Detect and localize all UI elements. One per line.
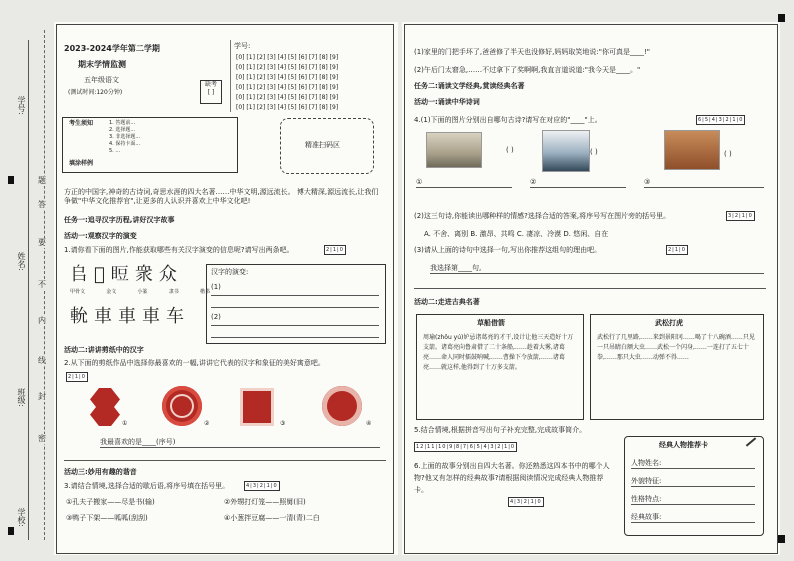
question-4-2: (2)这三句诗,你能读出哪种样的情感?选择合适的答案,将序号写在图片旁的括号里。	[414, 212, 671, 220]
poem-image-1	[426, 132, 482, 168]
story-card-wusong	[590, 314, 764, 420]
poem-blank[interactable]: ②	[530, 178, 626, 188]
id-row: [0] [1] [2] [3] [4] [5] [6] [7] [8] [9]	[236, 64, 339, 71]
seal-number: ①	[122, 420, 128, 427]
poem-image-2	[542, 130, 590, 172]
mark-example-label: 填涂样例	[69, 160, 94, 167]
activity2-title: 活动二:讲讲剪纸中的汉字	[64, 346, 144, 354]
card-field-appearance[interactable]: 外貌特征:	[631, 477, 755, 487]
score-box-q1[interactable]: 2|1|0	[326, 247, 344, 253]
q1-box-title: 汉字的演变:	[211, 268, 249, 276]
note-item: 4. 保持卡面...	[109, 141, 141, 147]
id-row: [0] [1] [2] [3] [4] [5] [6] [7] [8] [9]	[236, 54, 339, 61]
papercut-seals	[90, 384, 380, 434]
glyph-captions	[70, 288, 210, 296]
seal-char: 答	[38, 200, 46, 209]
note-item: 3. 非选择题...	[109, 134, 141, 140]
glyph-row-che	[70, 306, 184, 328]
question-1: 1.请你看下面的图片,作能获取哪些有关汉字演变的信息呢?请写出两条吧。	[64, 246, 294, 254]
card-field-story[interactable]: 经典故事:	[631, 513, 755, 523]
score-box-q4-2[interactable]: 3|2|1|0	[728, 213, 753, 219]
glyph: 众	[158, 264, 177, 285]
divider	[230, 40, 231, 112]
registration-mark	[8, 527, 14, 535]
id-label: 学号:	[234, 42, 251, 50]
term-title: 2023-2024学年第二学期	[64, 44, 160, 53]
registration-mark	[778, 14, 785, 22]
question-3: 3.请结合情境,选择合适的歇后语,将序号填在括号里。	[64, 482, 230, 490]
class-label: 班级:	[17, 388, 26, 407]
q3-option: ②外甥打灯笼——照舅(旧)	[224, 498, 306, 506]
score-box-q4-3[interactable]: 2|1|0	[668, 247, 686, 253]
story-text: 武松行了几里路,……来到景阳冈……喝了十八碗酒……只见一只吊睛白额大虫……武松一个闪身,……一连打了五七十拳,……那只大虫……动弹不得……	[597, 334, 755, 361]
notes-box	[62, 117, 238, 173]
card-field-personality[interactable]: 性格特点:	[631, 495, 755, 505]
registration-mark	[778, 535, 785, 543]
q4-3-answer[interactable]: 我选择第____句,	[430, 264, 764, 274]
registration-mark	[8, 176, 14, 184]
notes-label: 考生须知	[69, 120, 94, 127]
note-item: 2. 选择题...	[109, 127, 136, 133]
pen-icon	[746, 437, 756, 446]
score-box-q5[interactable]: 12|11|10|9|8|7|6|5|4|3|2|1|0	[416, 444, 516, 450]
story-title: 草船借箭	[477, 319, 505, 327]
question-5: 5.结合情境,根据拼音写出句子补充完整,完成故事简介。	[414, 426, 587, 434]
notes-list	[109, 120, 140, 155]
seal-number: ③	[280, 420, 286, 427]
task1-title: 任务一:追寻汉字历程,讲好汉字故事	[64, 216, 175, 224]
glyph: 车	[166, 306, 184, 327]
poem-image-2-paren[interactable]: ( )	[590, 148, 598, 156]
activity1-title: 活动一:观察汉字的演变	[64, 232, 137, 240]
glyph: 𨋍	[70, 306, 88, 327]
glyph: 衆	[134, 264, 153, 285]
binding-margin	[0, 0, 52, 561]
answer-line[interactable]	[211, 297, 379, 308]
poem-blank[interactable]: ③	[644, 178, 764, 188]
activity3-title: 活动三:妙用有趣的谐音	[64, 468, 137, 476]
score-box-q6[interactable]: 4|3|2|1|0	[510, 499, 542, 505]
seal-char: 要	[38, 238, 46, 247]
exam-title: 期末学情监测	[78, 60, 126, 69]
poem-blank[interactable]: ①	[416, 178, 512, 188]
seal-char: 不	[38, 280, 46, 289]
character-card	[624, 436, 764, 536]
student-id-label: 学号:	[17, 96, 26, 115]
poem-image-3	[664, 130, 720, 170]
right-page	[402, 22, 780, 555]
glyph-row-zhong	[70, 264, 177, 286]
story-card-caochuan	[416, 314, 584, 420]
glyph-caption: 金文	[106, 289, 117, 295]
task2-title: 任务二:诵读文学经典,赏读经典名著	[414, 82, 525, 90]
poem-image-3-paren[interactable]: ( )	[724, 150, 732, 158]
question-6: 6.上面的故事分别出自四大名著。你还熟悉这四本书中的哪个人物?他又有怎样的经典故事?请根据阅读情况完成经典人物推荐卡。	[414, 462, 610, 494]
intro-line: 方正的中国字,神奇的古诗词,奇思水涯的四大名著……中华文明,源远流长。	[64, 188, 297, 196]
answer-line[interactable]	[64, 450, 386, 461]
glyph: 車	[142, 306, 160, 327]
intro-text	[64, 188, 382, 206]
absent-box[interactable]	[200, 80, 222, 104]
id-row: [0] [1] [2] [3] [4] [5] [6] [7] [8] [9]	[236, 94, 339, 101]
seal-char: 封	[38, 392, 46, 401]
answer-line[interactable]	[414, 278, 766, 289]
seal-char: 密	[38, 434, 46, 443]
glyph: 車	[94, 306, 112, 327]
card-field-name[interactable]: 人物姓名:	[631, 459, 755, 469]
absent-label: 缺考	[204, 81, 217, 88]
note-item: 5. ...	[109, 148, 121, 154]
question-4-3: (3)请从上面的诗句中选择一句,写出你推荐这组句的理由吧。	[414, 246, 602, 254]
card-title: 经典人物推荐卡	[659, 441, 708, 449]
seal-char: 题	[38, 176, 46, 185]
binding-underline	[28, 40, 29, 540]
glyph-caption: 小篆	[137, 289, 148, 295]
story-text: 周瑜(zhōu yú)妒忌诸葛亮的才干,设计让他三天造好十万支箭。诸葛亮向鲁肃借了二十条船,……趁着大雾,诸葛亮……命人同时擂鼓呐喊,……曹操下令放箭,……诸葛亮……就这样,他得到了十万多支箭。	[423, 334, 574, 371]
note-item: 1. 答题前...	[109, 120, 136, 126]
question-4: 4.(1)下面的图片分别出自哪句古诗?请写在对应的"____"上。	[414, 116, 602, 124]
id-row: [0] [1] [2] [3] [4] [5] [6] [7] [8] [9]	[236, 104, 339, 111]
id-row: [0] [1] [2] [3] [4] [5] [6] [7] [8] [9]	[236, 84, 339, 91]
seal-number: ②	[204, 420, 210, 427]
name-label: 姓名:	[17, 252, 26, 271]
papercut-round-icon	[162, 386, 202, 426]
intro-line: 博大精深,源远流长,让我们争做"中华文化推荐官",让更多的人认识并喜欢上中华文化吧!	[64, 188, 379, 205]
q1-answer-box[interactable]	[206, 264, 386, 344]
papercut-shou-icon	[90, 388, 120, 426]
poem-image-1-paren[interactable]: ( )	[506, 146, 514, 154]
q3-option: ①孔夫子搬家——尽是书(输)	[66, 498, 155, 506]
glyph: 𥆖	[110, 264, 129, 285]
answer-line[interactable]: (2)	[211, 313, 379, 326]
exam-time: (测试时间:120分钟)	[68, 89, 123, 96]
answer-line[interactable]: (1)	[211, 283, 379, 296]
answer-line[interactable]	[211, 327, 379, 338]
glyph-caption: 隶书	[168, 289, 179, 295]
school-label: 学校:	[17, 508, 26, 527]
id-row: [0] [1] [2] [3] [4] [5] [6] [7] [8] [9]	[236, 74, 339, 81]
question-2: 2.从下面的剪纸作品中选择你最喜欢的一幅,讲讲它代表的汉字和象征的美好寓意吧。	[64, 359, 325, 367]
seal-char: 内	[38, 316, 46, 325]
glyph: 𠂤	[70, 264, 88, 285]
papercut-flower-icon	[322, 386, 362, 426]
qr-scan-area	[280, 118, 374, 174]
q4-2-options: A. 不舍、离别 B. 激昂、共鸣 C. 凄凉、冷漠 D. 悠闲、自在	[424, 230, 609, 238]
seal-char: 线	[38, 356, 46, 365]
activity2-title-right: 活动二:走进古典名著	[414, 298, 480, 306]
qr-area-label: 精准扫码区	[305, 141, 340, 149]
score-box-q4[interactable]: 6|5|4|3|2|1|0	[698, 117, 744, 123]
score-box-q2[interactable]: 2|1|0	[68, 374, 86, 380]
seal-number: ④	[366, 420, 372, 427]
glyph: 𥄄	[94, 264, 105, 285]
id-grid[interactable]	[236, 54, 386, 112]
activity1-title-right: 活动一:诵读中华诗词	[414, 98, 480, 106]
absent-mark: [ ]	[207, 89, 215, 96]
glyph-caption: 楷书	[199, 289, 210, 295]
q3-option: ④小葱拌豆腐——一清(青)二白	[224, 514, 320, 522]
grade-subject: 五年级语文	[84, 76, 119, 84]
q2-answer[interactable]: 我最喜欢的是____(序号)	[100, 438, 380, 448]
story-title: 武松打虎	[655, 319, 683, 327]
papercut-square-icon	[240, 388, 274, 426]
glyph: 車	[118, 306, 136, 327]
item-r2: (2)午后门太窘急,……不过拿下了奖啊啊,我直言道说道:"我今天是____。"	[414, 66, 641, 74]
left-page	[54, 22, 398, 555]
score-box-q3[interactable]: 4|3|2|1|0	[246, 483, 278, 489]
glyph-caption: 甲骨文	[70, 289, 86, 295]
q3-option: ③鸭子下架——呱呱(刮刮)	[66, 514, 148, 522]
item-r1: (1)家里的门把手坏了,爸爸修了半天也没修好,妈妈取笑地说:"你可真是____!"	[414, 48, 650, 56]
